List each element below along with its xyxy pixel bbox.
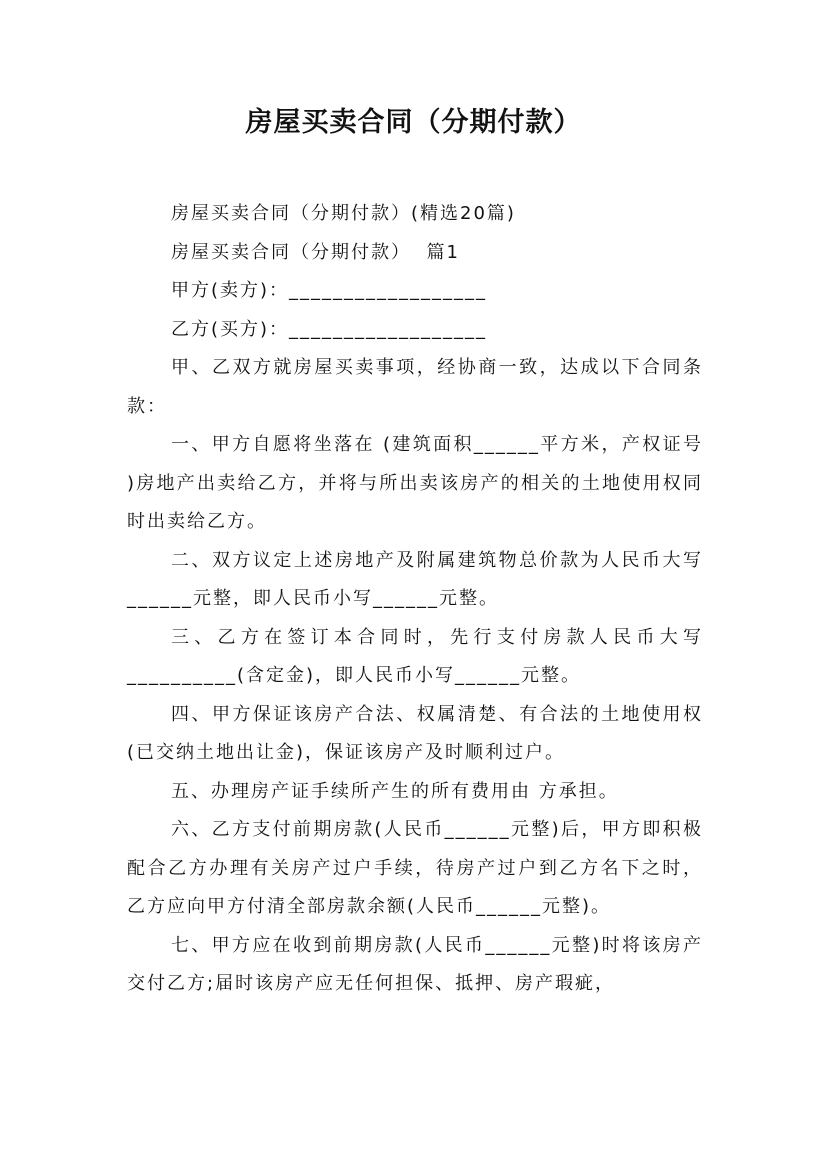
paragraph-article-heading: 房屋买卖合同（分期付款） 篇1 bbox=[171, 241, 460, 263]
clause-4: 四、甲方保证该房产合法、权属清楚、有合法的土地使用权(已交纳土地出让金)，保证该房产及时顺利过户。 bbox=[127, 703, 703, 763]
clause-3: 三、乙方在签订本合同时，先行支付房款人民币大写__________(含定金)，即人民币小写______元整。 bbox=[127, 626, 703, 686]
clause-5: 五、办理房产证手续所产生的所有费用由 方承担。 bbox=[171, 780, 619, 802]
paragraph-intro: 甲、乙双方就房屋买卖事项，经协商一致，达成以下合同条款： bbox=[127, 357, 703, 417]
paragraph-party-b: 乙方(买方)：__________________ bbox=[171, 318, 488, 340]
document-body bbox=[127, 195, 711, 1004]
clause-2: 二、双方议定上述房地产及附属建筑物总价款为人民币大写______元整，即人民币小写______元整。 bbox=[127, 549, 703, 609]
document-title: 房屋买卖合同（分期付款） bbox=[245, 107, 582, 138]
clause-6: 六、乙方支付前期房款(人民币______元整)后，甲方即积极配合乙方办理有关房产过户手续，待房产过户到乙方名下之时，乙方应向甲方付清全部房款余额(人民币______元整)。 bbox=[127, 819, 703, 917]
paragraph-subtitle: 房屋买卖合同（分期付款）(精选20篇) bbox=[171, 203, 516, 224]
clause-7: 七、甲方应在收到前期房款(人民币______元整)时将该房产交付乙方;届时该房产应无任何担保、抵押、房产瑕疵， bbox=[127, 934, 703, 994]
clause-1: 一、甲方自愿将坐落在 (建筑面积______平方米，产权证号 )房地产出卖给乙方，并将与所出卖该房产的相关的土地使用权同时出卖给乙方。 bbox=[127, 434, 711, 532]
paragraph-party-a: 甲方(卖方)：__________________ bbox=[171, 280, 488, 301]
